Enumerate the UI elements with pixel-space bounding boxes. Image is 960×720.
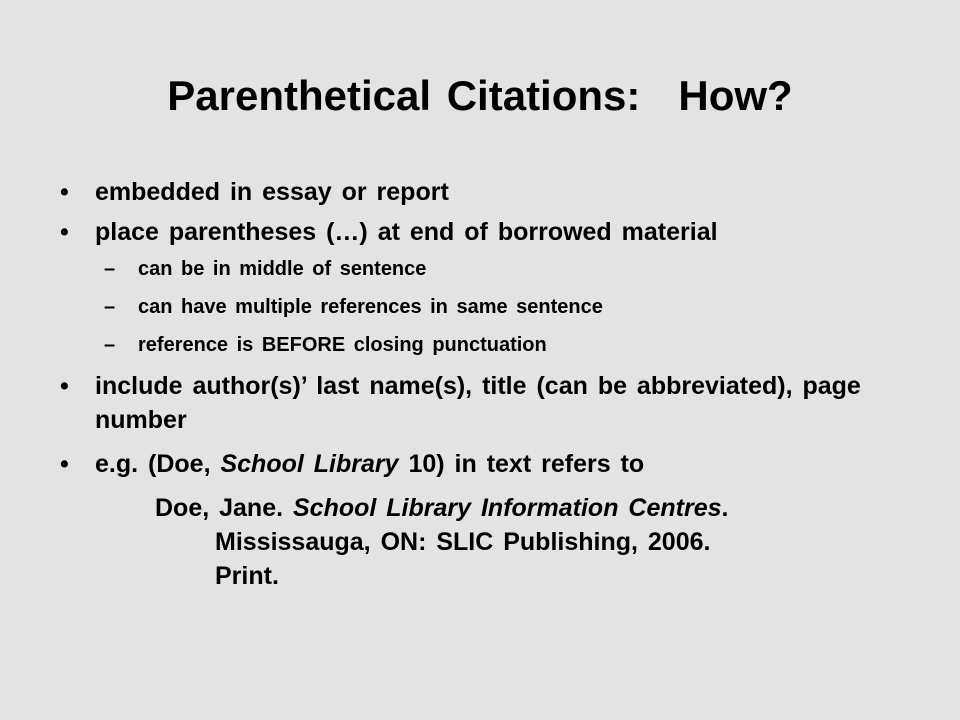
bullet-text: embedded in essay or report (95, 178, 449, 206)
bullet-dot: • (60, 178, 69, 206)
sub-bullet-dash: – (104, 258, 116, 280)
sub-bullet-item-2 (60, 293, 920, 321)
reference-medium: Print. (215, 562, 279, 590)
bullet-dot: • (60, 450, 69, 478)
reference-author: Doe, Jane. (155, 494, 293, 522)
bullet-text: include author(s)’ last name(s), title (can be abbreviated), page number (95, 372, 861, 434)
sub-bullet-dash: – (104, 334, 116, 356)
bullet-dot: • (60, 218, 69, 246)
bullet-list (60, 175, 920, 593)
bullet-item-example (60, 447, 920, 481)
sub-bullet-text: can have multiple references in same sentence (138, 296, 603, 318)
bullet-item-1 (60, 175, 920, 209)
sub-bullet-item-3 (60, 331, 920, 359)
reference-title-period: . (721, 494, 729, 522)
bullet-text: place parentheses (…) at end of borrowed material (95, 218, 718, 246)
reference-title: School Library Information Centres (293, 494, 722, 522)
sub-bullet-dash: – (104, 296, 116, 318)
example-prefix: e.g. (Doe, (95, 450, 221, 478)
works-cited-reference (60, 491, 920, 593)
example-suffix: 10) in text refers to (398, 450, 645, 478)
bullet-dot: • (60, 372, 69, 400)
bullet-item-2 (60, 215, 920, 249)
slide-title-part1: Parenthetical Citations: (167, 72, 641, 119)
sub-bullet-text: reference is BEFORE closing punctuation (138, 334, 547, 356)
slide-title-part2: How? (678, 72, 793, 119)
reference-publisher: Mississauga, ON: SLIC Publishing, 2006. (215, 528, 711, 556)
example-italic-title: School Library (220, 450, 399, 478)
bullet-item-3 (60, 369, 920, 437)
sub-bullet-text: can be in middle of sentence (138, 258, 427, 280)
sub-bullet-item-1 (60, 255, 920, 283)
slide-title (0, 70, 960, 122)
